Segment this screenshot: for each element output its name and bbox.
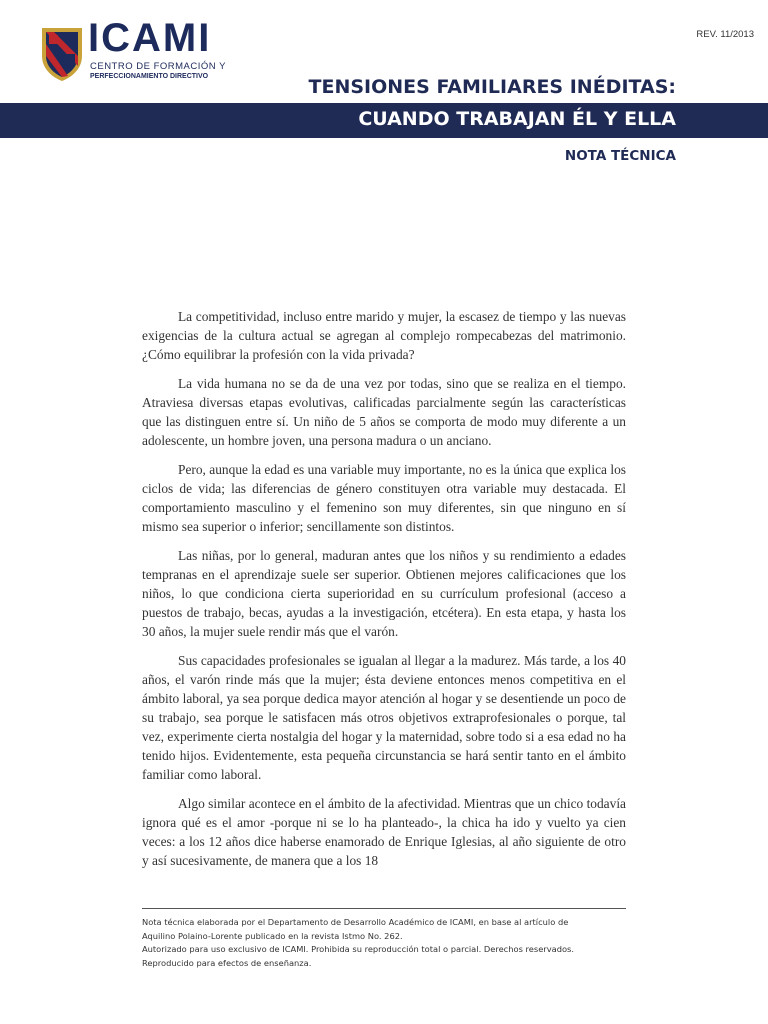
paragraph-6: Algo similar acontece en el ámbito de la afectividad. Mientras que un chico todavía ignora qué es el amor -porque ni se lo ha planteado-, la chica ha ido y vuelto ya cien veces: a los 12 años dice haberse enamorado de Enrique Iglesias, al año siguiente de otro y así sucesivamente, de manera que a los 18 — [142, 796, 626, 868]
paragraph-2: La vida humana no se da de una vez por todas, sino que se realiza en el tiempo. Atraviesa diversas etapas evolutivas, calificadas parcialmente según las características que las distinguen entre sí. Un niño de 5 años se comporta de modo muy diferente a un adolescente, un hombre joven, una persona madura o un anciano. — [142, 376, 626, 448]
footnote-line-2: Aquilino Polaino-Lorente publicado en la revista Istmo No. 262. — [142, 930, 403, 941]
logo-tagline-1: CENTRO DE FORMACIÓN Y — [90, 61, 226, 72]
footnote-line-1: Nota técnica elaborada por el Departamento de Desarrollo Académico de ICAMI, en base al artículo de — [142, 917, 569, 927]
logo-tagline-2: PERFECCIONAMIENTO DIRECTIVO — [90, 73, 209, 80]
footnote-line-4: Reproducido para efectos de enseñanza. — [142, 957, 312, 968]
paragraph-3: Pero, aunque la edad es una variable muy importante, no es la única que explica los ciclos de vida; las diferencias de género constituyen otra variable muy destacada. El comportamiento masculino y el femenino son muy diferentes, sin que ninguno en sí mismo sea superior o inferior; sencillamente son distintos. — [142, 462, 626, 534]
shield-icon — [40, 26, 84, 82]
title-line-1: TENSIONES FAMILIARES INÉDITAS: — [308, 76, 676, 98]
paragraph-4: Las niñas, por lo general, maduran antes que los niños y su rendimiento a edades tempranas en el aprendizaje suele ser superior. Obtienen mejores calificaciones que los niños, lo que condiciona cierta superioridad en su currículum profesional (acceso a puestos de trabajo, becas, ayudas a la investigación, etcétera). En esta etapa, y hasta los 30 años, la mujer suele rendir más que el varón. — [142, 548, 626, 639]
paragraph-1: La competitividad, incluso entre marido y mujer, la escasez de tiempo y las nuevas exigencias de la cultura actual se agregan al complejo rompecabezas del matrimonio. ¿Cómo equilibrar la profesión con la vida privada? — [142, 309, 626, 362]
document-subtitle: NOTA TÉCNICA — [564, 148, 676, 164]
footnote-line-3: Autorizado para uso exclusivo de ICAMI. Prohibida su reproducción total o parcial. Derechos reservados. — [142, 944, 575, 954]
body-text — [142, 307, 626, 891]
icami-logo — [40, 16, 240, 84]
footnote-divider — [142, 908, 626, 909]
revision-label: REV. 11/2013 — [696, 29, 754, 40]
paragraph-5: Sus capacidades profesionales se igualan al llegar a la madurez. Más tarde, a los 40 años, el varón rinde más que la mujer; ésta deviene entonces menos competitiva en el ámbito laboral, ya sea porque dedica mayor atención al hogar y se desentiende un poco de su trabajo, sea porque le satisfacen más otros objetivos extraprofesionales o porque, tal vez, experimente cierta nostalgia del hogar y la maternidad, sobre todo si a esa edad no ha tenido hijos. Evidentemente, esta pequeña circunstancia se hará sentir tanto en el ámbito familiar como laboral. — [142, 653, 626, 782]
logo-wordmark: ICAMI — [88, 16, 212, 60]
footnote — [142, 916, 632, 970]
title-band — [0, 103, 768, 138]
title-line-2: CUANDO TRABAJAN ÉL Y ELLA — [358, 108, 676, 130]
